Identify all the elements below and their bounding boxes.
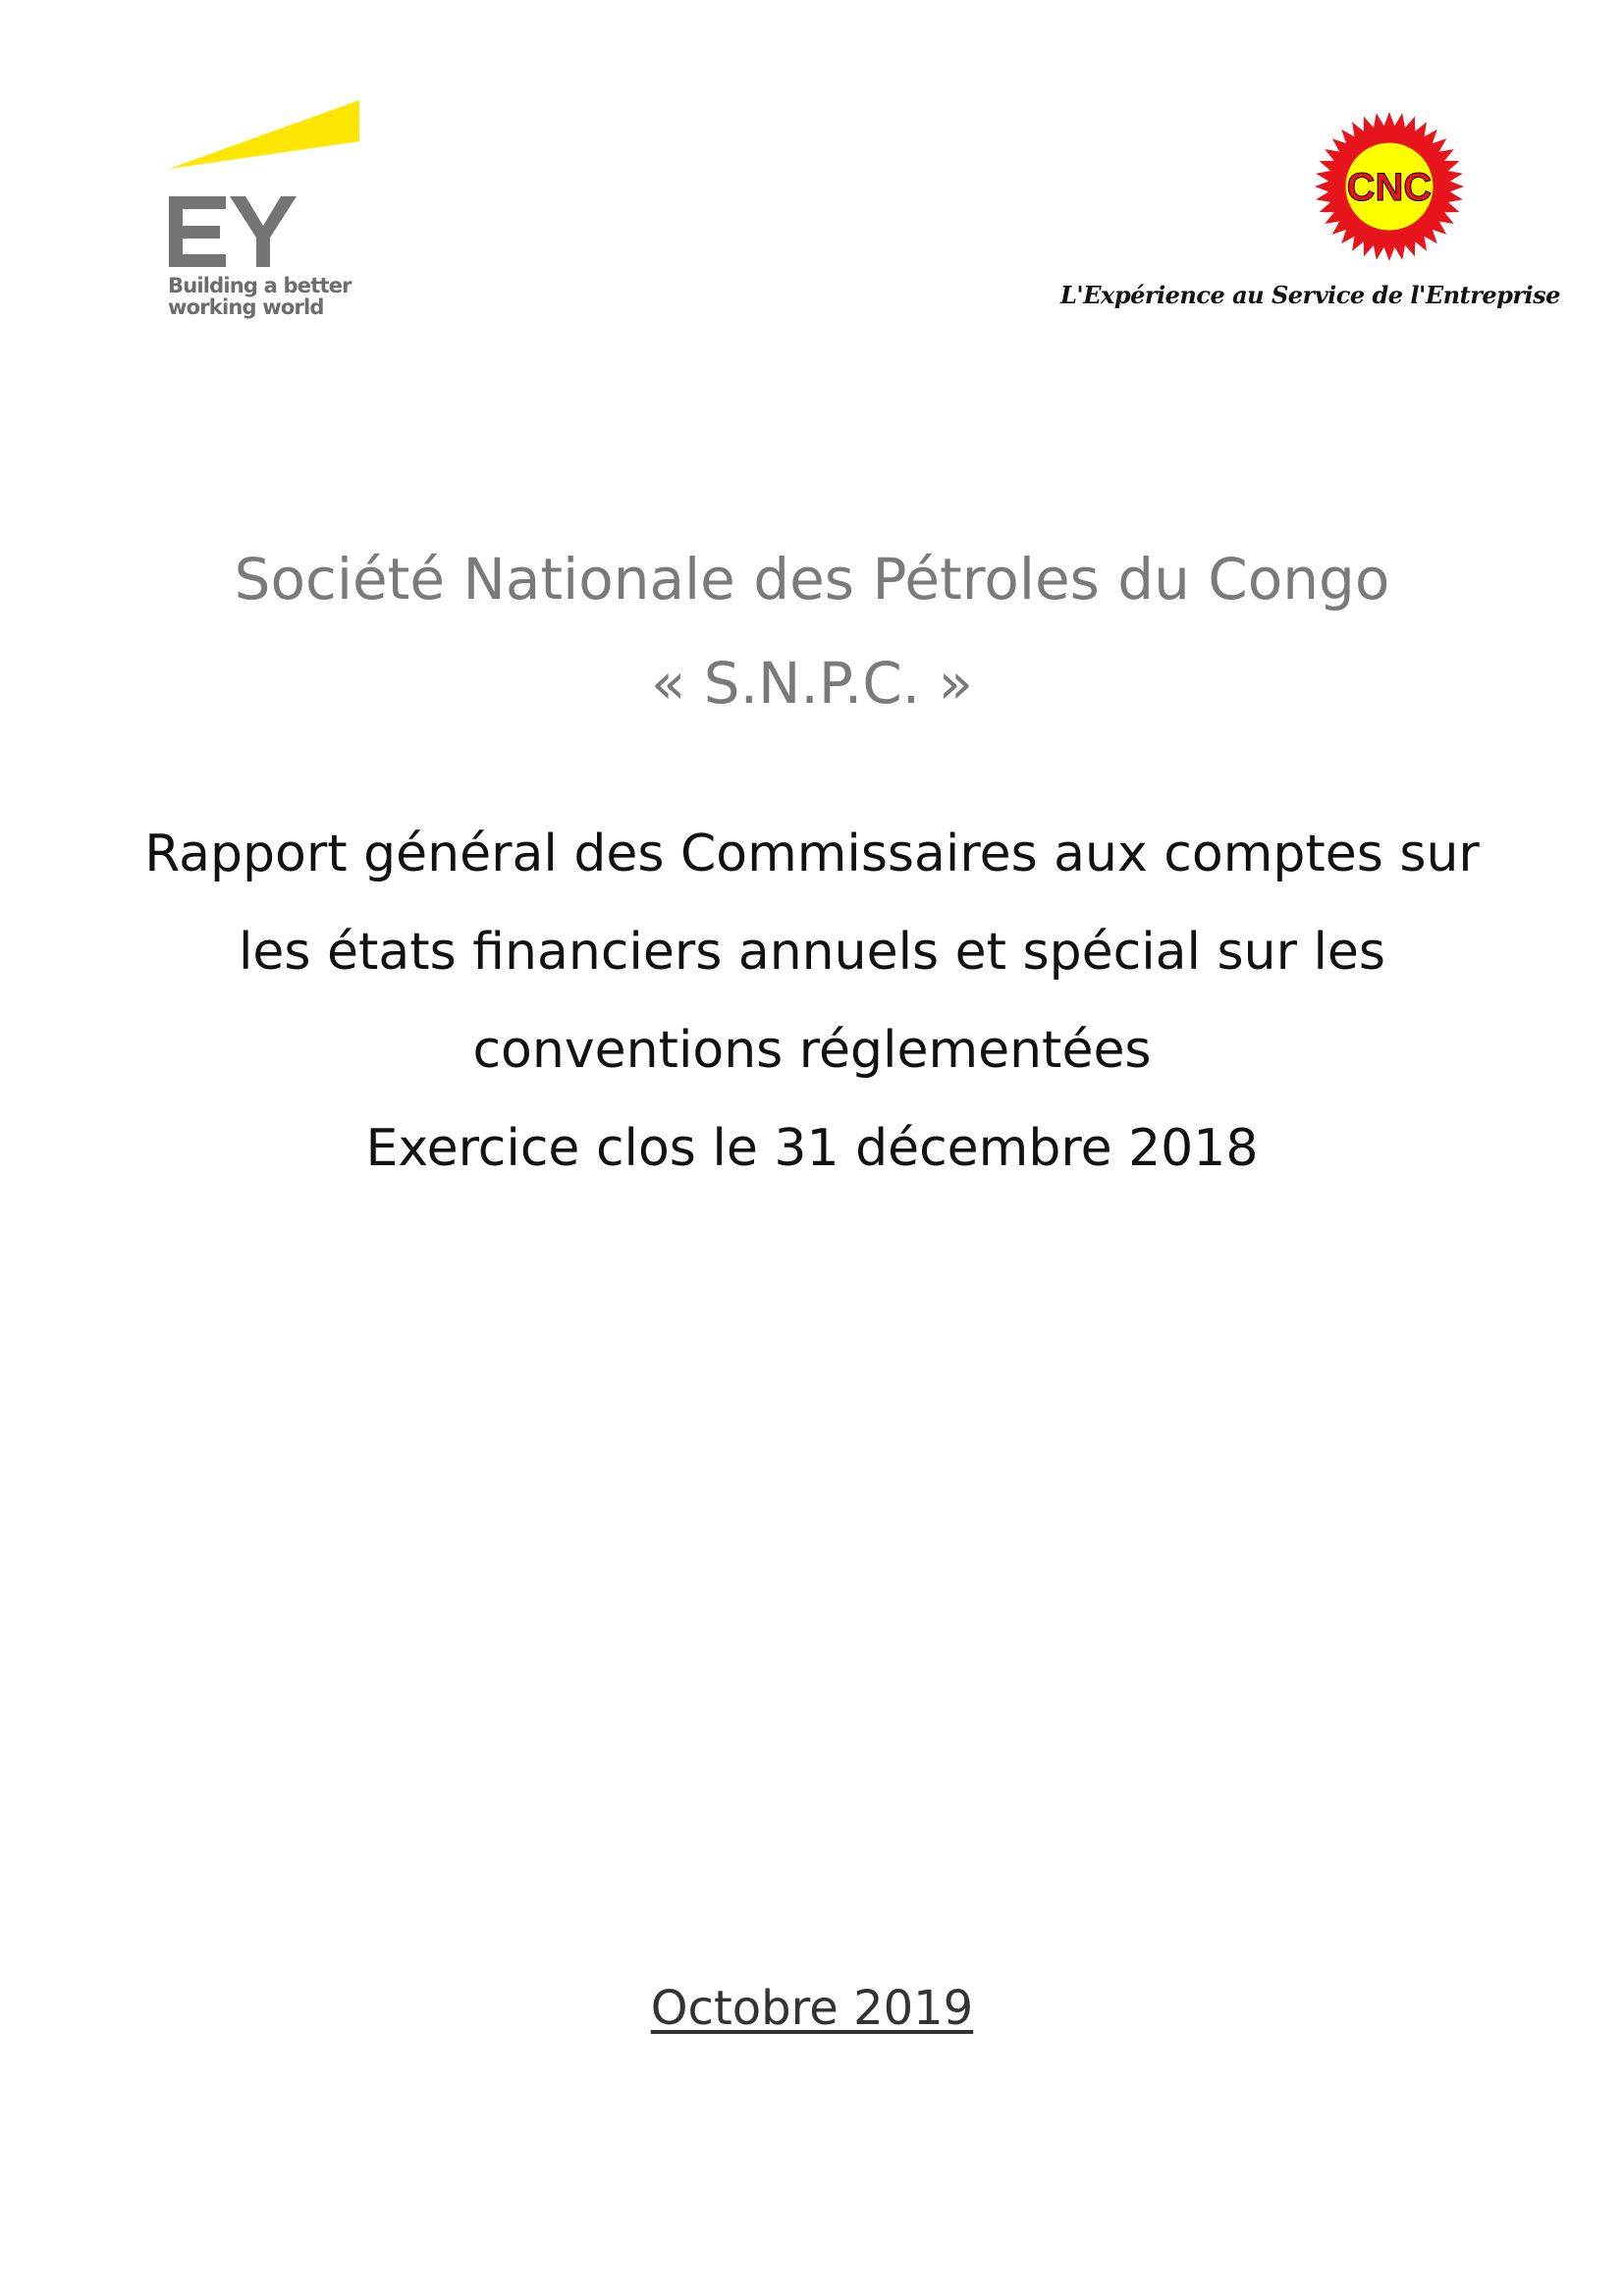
- report-title-line-4: Exercice clos le 31 décembre 2018: [365, 1119, 1259, 1178]
- cnc-seal-icon: [1311, 108, 1468, 265]
- report-title-line-1: Rapport général des Commissaires aux comptes sur: [144, 825, 1480, 883]
- report-title: [0, 805, 1624, 1198]
- ey-wordmark: [169, 196, 297, 267]
- ey-yellow-beam: [169, 100, 359, 169]
- ey-tagline: Building a better working world: [168, 274, 352, 319]
- ey-logo: [165, 100, 371, 326]
- report-date: Octobre 2019: [650, 1981, 974, 2036]
- report-title-line-2: les états financiers annuels et spécial sur les: [238, 923, 1386, 982]
- cnc-seal-text: CNC: [1346, 166, 1433, 209]
- cnc-logo: [1060, 98, 1560, 324]
- cnc-slogan: L'Expérience au Service de l'Entreprise: [1060, 281, 1560, 309]
- company-name: Société Nationale des Pétroles du Congo: [234, 546, 1390, 613]
- company-abbreviation: « S.N.P.C. »: [650, 650, 974, 717]
- report-title-line-3: conventions réglementées: [472, 1021, 1152, 1080]
- ey-logo-mark: [165, 100, 371, 277]
